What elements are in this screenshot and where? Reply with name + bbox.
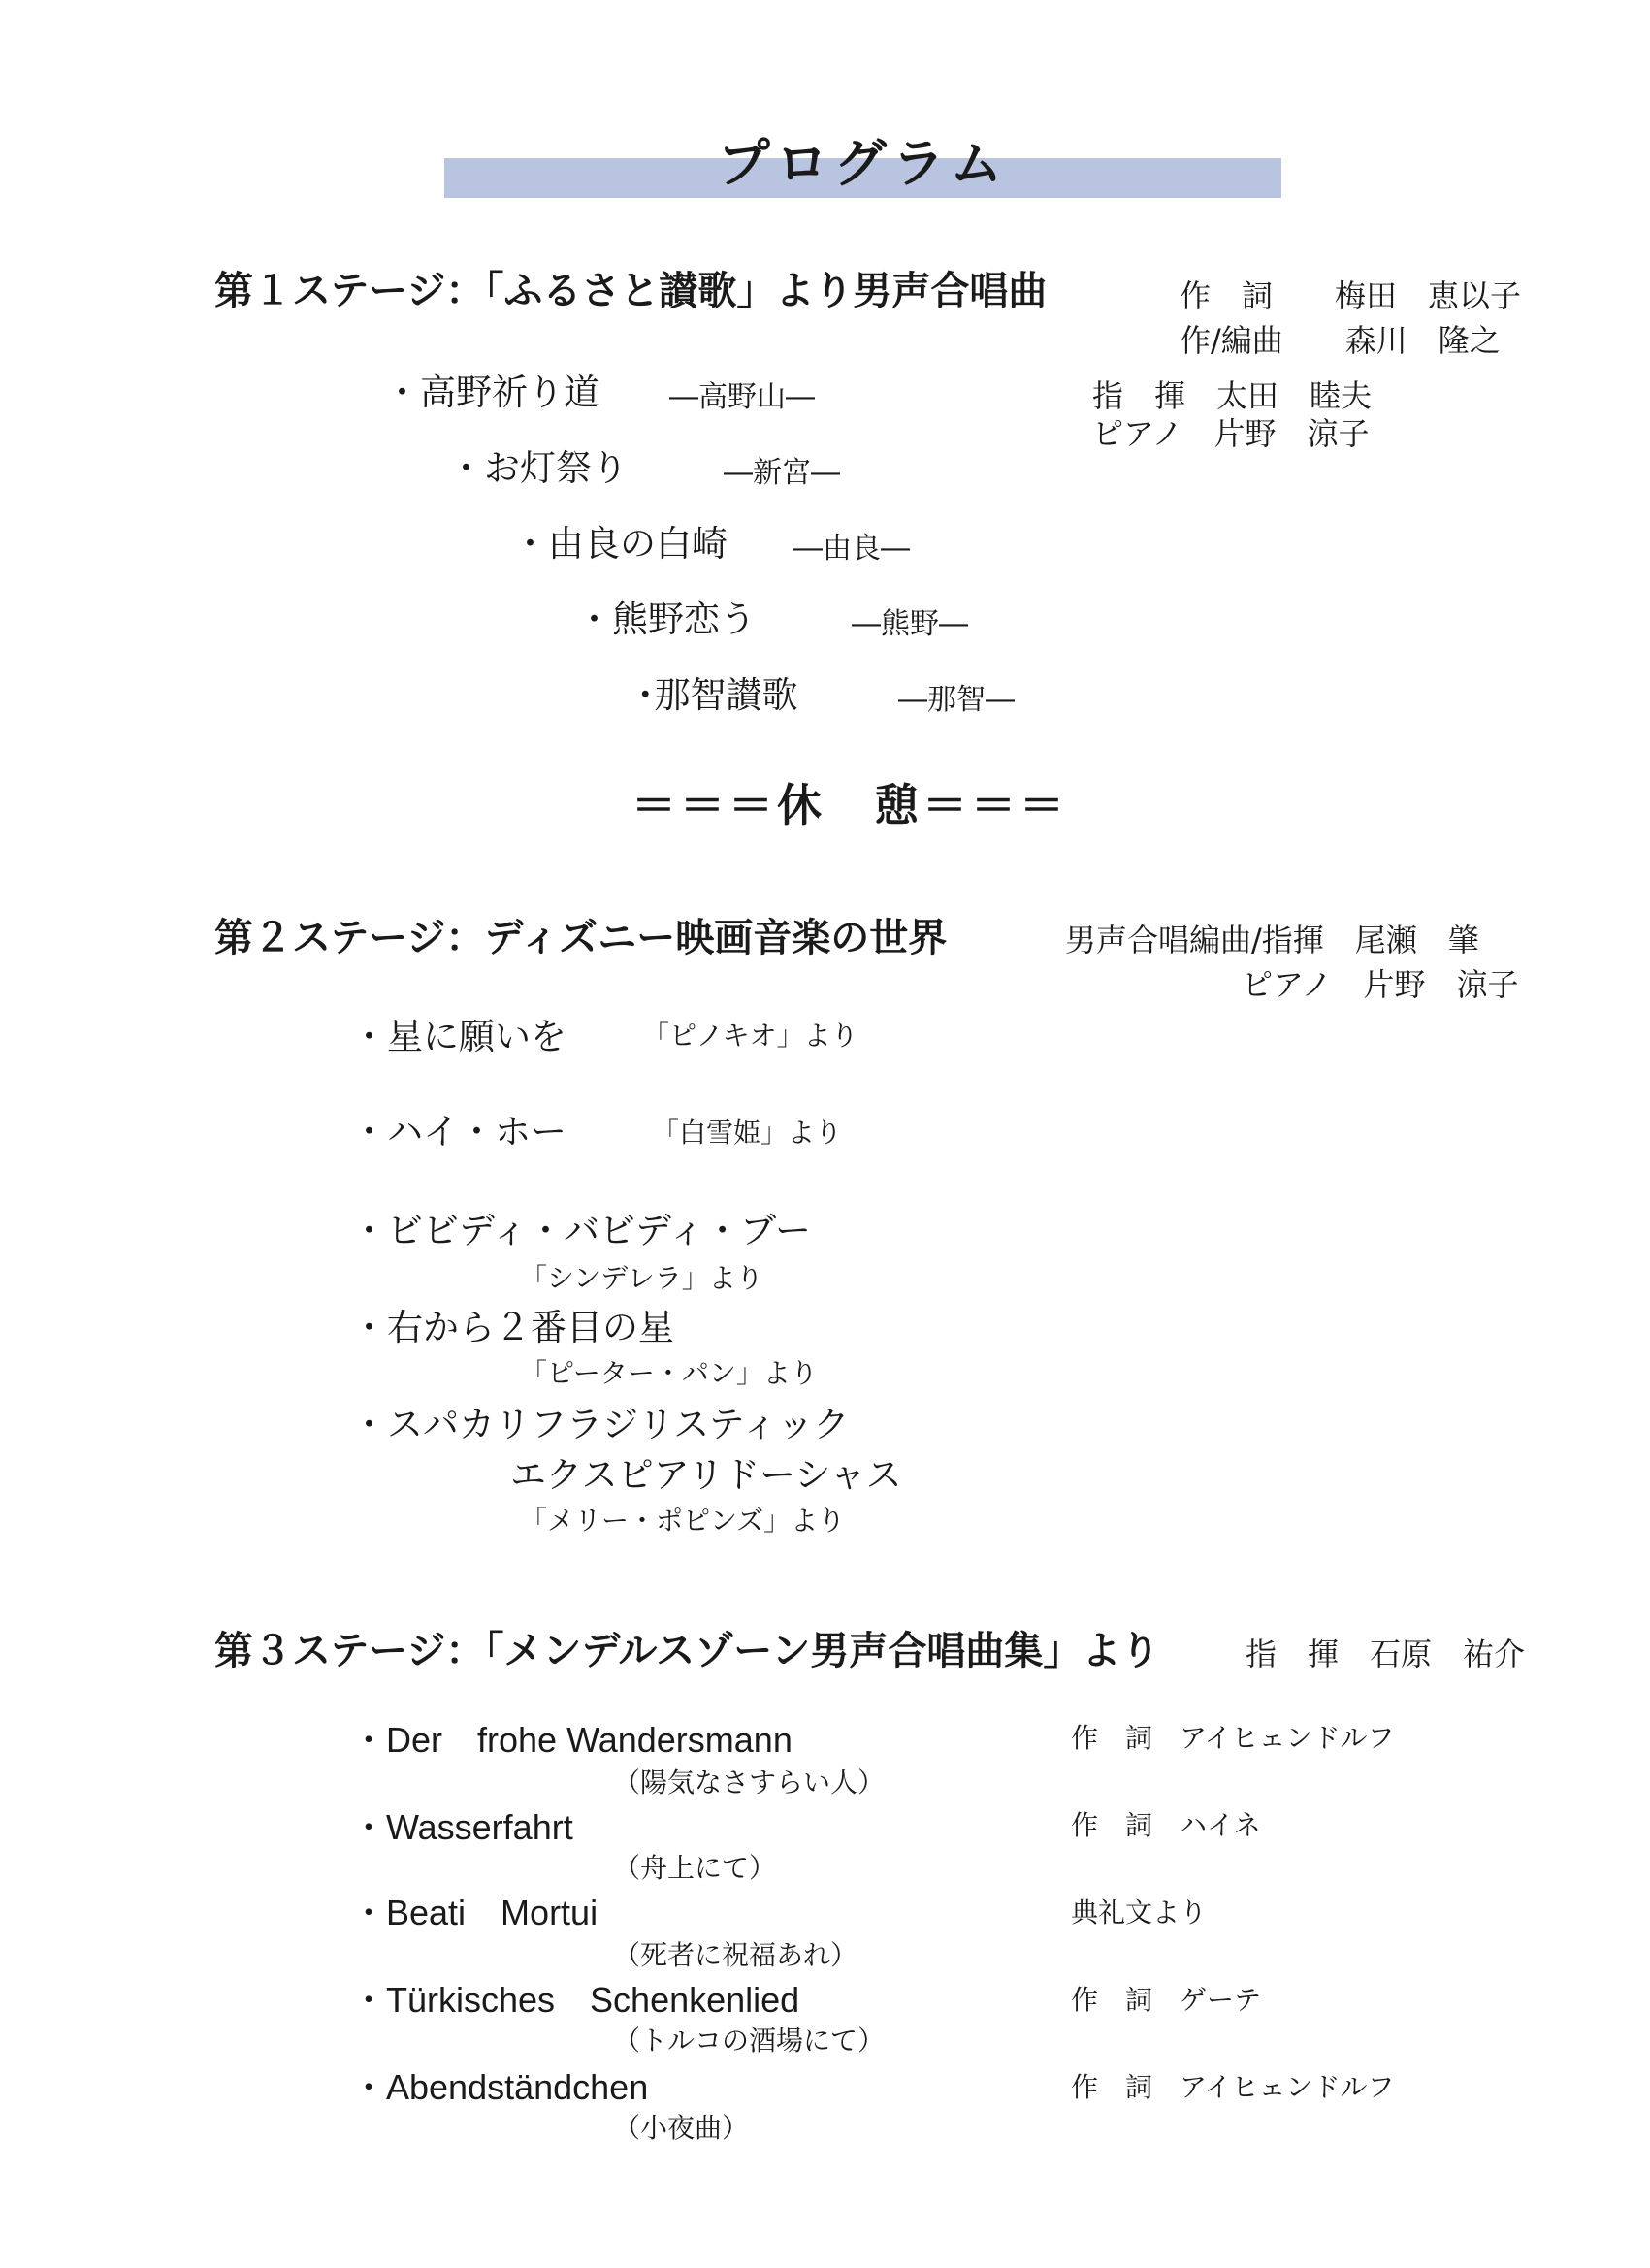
stage3-song-title: ・Der frohe Wandersmann: [351, 1720, 793, 1760]
stage1-heading: 第１ステージ：「ふるさと讃歌」より男声合唱曲: [214, 269, 1048, 313]
stage1-song-title: ・熊野恋う: [576, 599, 756, 640]
stage1-credit-lyricist: 作 詞 梅田 恵以子: [1180, 277, 1522, 314]
stage2-song-source: 「ピーター・パン」より: [520, 1357, 818, 1389]
stage3-song-title: ・Wasserfahrt: [351, 1807, 573, 1847]
stage3-song-credit: 典礼文より: [1071, 1896, 1208, 1928]
stage3-song-translation: （小夜曲）: [613, 2112, 750, 2144]
stage3-song-credit: 作 詞 ハイネ: [1071, 1809, 1261, 1841]
stage1-song-place: ―熊野―: [852, 607, 968, 641]
stage3-song-translation: （陽気なさすらい人）: [613, 1766, 886, 1798]
stage3-song-translation: （死者に祝福あれ）: [613, 1939, 858, 1971]
stage3-song-translation: （舟上にて）: [613, 1852, 777, 1884]
stage1-song-title: ・お灯祭り: [448, 447, 628, 489]
stage2-song-source: 「メリー・ポピンズ」より: [520, 1505, 846, 1537]
stage2-song-title: ・ビビディ・バビディ・ブー: [351, 1210, 811, 1251]
stage2-song-title: ・右から２番目の星: [351, 1307, 674, 1348]
stage3-song-credit: 作 詞 アイヒェンドルフ: [1071, 1722, 1395, 1754]
stage1-song-place: ―由良―: [793, 532, 910, 566]
stage1-song-title: ･那智讃歌: [636, 674, 798, 716]
stage3-song-title: ・Beati Mortui: [351, 1893, 599, 1932]
stage3-song-title: ・Türkisches Schenkenlied: [351, 1980, 800, 2020]
stage2-heading: 第２ステージ：ディズニー映画音楽の世界: [214, 916, 948, 960]
stage3-heading: 第３ステージ：「メンデルスゾーン男声合唱曲集」より: [214, 1629, 1160, 1673]
stage2-credit-piano: ピアノ 片野 涼子: [1242, 966, 1519, 1003]
stage2-credit-conductor: 男声合唱編曲/指揮 尾瀬 肇: [1065, 922, 1479, 958]
intermission: ＝＝＝休 憩＝＝＝: [631, 779, 1068, 831]
stage1-song-place: ―高野山―: [669, 380, 815, 414]
page-title: プログラム: [717, 133, 1009, 194]
stage1-song-place: ―新宮―: [724, 456, 840, 490]
stage1-credit-conductor: 指 揮 太田 睦夫: [1092, 377, 1373, 414]
stage1-song-place: ―那智―: [898, 683, 1015, 717]
stage2-song-title-continued: エクスピアリドーシャス: [510, 1454, 902, 1496]
stage1-song-title: ・高野祈り道: [384, 372, 599, 413]
stage2-song-title: ・星に願いを: [351, 1016, 566, 1057]
stage1-song-title: ・由良の白崎: [512, 523, 728, 565]
stage2-song-source: 「ピノキオ」より: [642, 1020, 858, 1052]
stage1-credit-piano: ピアノ 片野 涼子: [1092, 415, 1370, 452]
stage2-song-source: 「白雪姫」より: [652, 1117, 843, 1149]
stage2-song-title: ・スパカリフラジリスティック: [351, 1404, 850, 1445]
stage2-song-title: ・ハイ・ホー: [351, 1111, 566, 1152]
stage3-song-credit: 作 詞 アイヒェンドルフ: [1071, 2071, 1395, 2103]
stage3-song-translation: （トルコの酒場にて）: [613, 2025, 886, 2057]
stage3-song-credit: 作 詞 ゲーテ: [1071, 1984, 1262, 2016]
stage3-song-title: ・Abendständchen: [351, 2067, 649, 2107]
stage1-credit-arranger: 作/編曲 森川 隆之: [1180, 322, 1501, 359]
stage3-credit-conductor: 指 揮 石原 祐介: [1246, 1636, 1526, 1672]
stage2-song-source: 「シンデレラ」より: [520, 1262, 763, 1294]
